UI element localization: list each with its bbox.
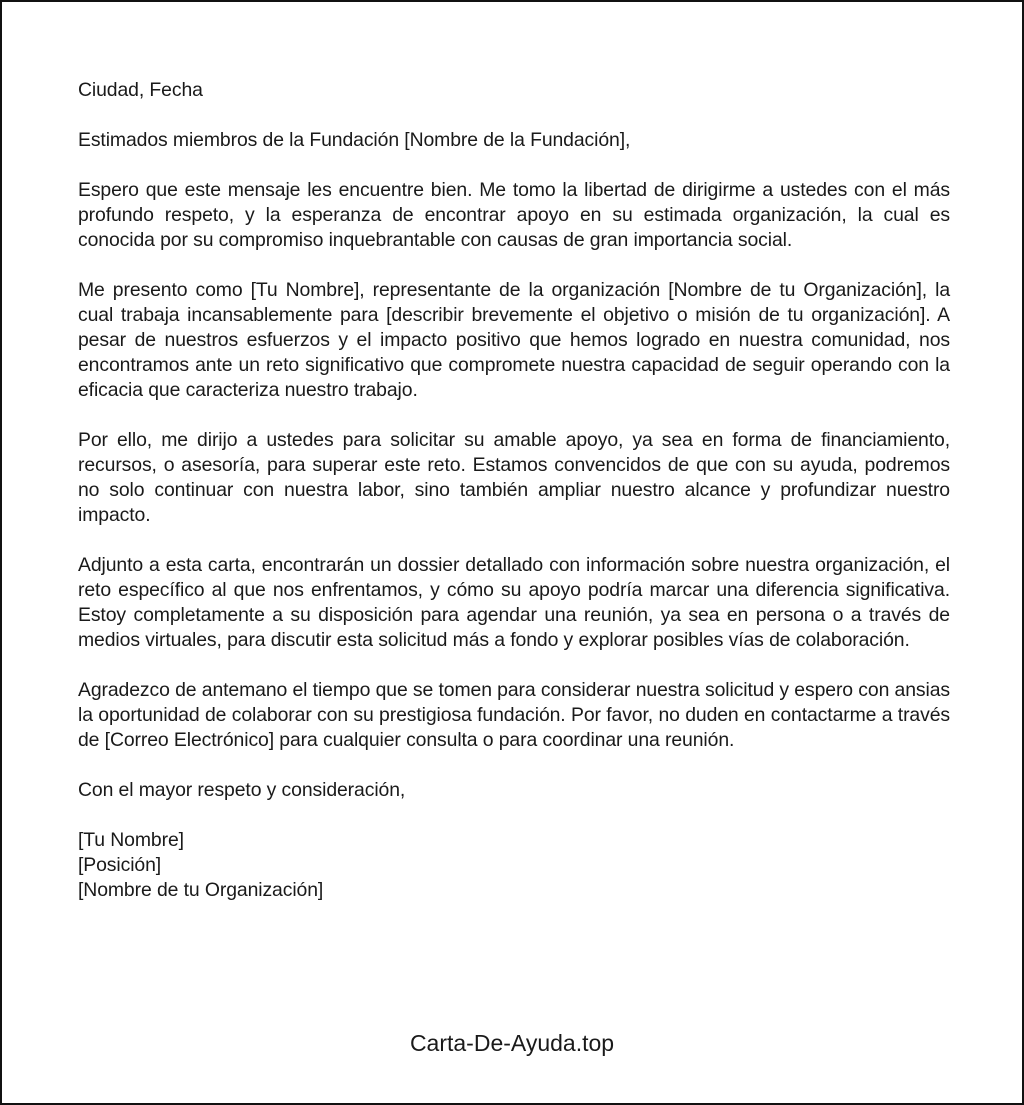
signature-position: [Posición] [78,854,162,876]
signature-name: [Tu Nombre] [78,829,184,851]
closing: Con el mayor respeto y consideración, [78,779,406,801]
paragraph-request: Por ello, me dirijo a ustedes para solicitar su amable apoyo, ya sea en forma de financiamiento, recursos, o asesoría, para superar este reto. Estamos convencidos de que con su ayuda, podremos no solo continuar con nuestra labor, sino también ampliar nuestro alcance y profundizar nuestro impacto. [78,429,950,526]
paragraph-thanks: Agradezco de antemano el tiempo que se tomen para considerar nuestra solicitud y espero con ansias la oportunidad de colaborar con su prestigiosa fundación. Por favor, no duden en contactarme a través de [Correo Electrónico] para cualquier consulta o para coordinar una reunión. [78,679,950,751]
paragraph-presentation: Me presento como [Tu Nombre], representante de la organización [Nombre de tu Organización], la cual trabaja incansablemente para [describir brevemente el objetivo o misión de tu organización]. A pesar de nuestros esfuerzos y el impacto positivo que hemos logrado en nuestra comunidad, nos encontramos ante un reto significativo que compromete nuestra capacidad de seguir operando con la eficacia que caracteriza nuestro trabajo. [78,279,950,401]
letter-body [78,78,950,903]
signature-organization: [Nombre de tu Organización] [78,879,324,901]
salutation: Estimados miembros de la Fundación [Nombre de la Fundación], [78,129,631,151]
signature-block [78,828,950,903]
paragraph-attachment: Adjunto a esta carta, encontrarán un dossier detallado con información sobre nuestra organización, el reto específico al que nos enfrentamos, y cómo su apoyo podría marcar una diferencia significativa. Estoy completamente a su disposición para agendar una reunión, ya sea en persona o a través de medios virtuales, para discutir esta solicitud más a fondo y explorar posibles vías de colaboración. [78,554,950,651]
footer-site-name: Carta-De-Ayuda.top [409,1030,615,1056]
paragraph-intro: Espero que este mensaje les encuentre bien. Me tomo la libertad de dirigirme a ustedes con el más profundo respeto, y la esperanza de encontrar apoyo en su estimada organización, la cual es conocida por su compromiso inquebrantable con causas de gran importancia social. [78,179,950,251]
place-date: Ciudad, Fecha [78,79,203,101]
